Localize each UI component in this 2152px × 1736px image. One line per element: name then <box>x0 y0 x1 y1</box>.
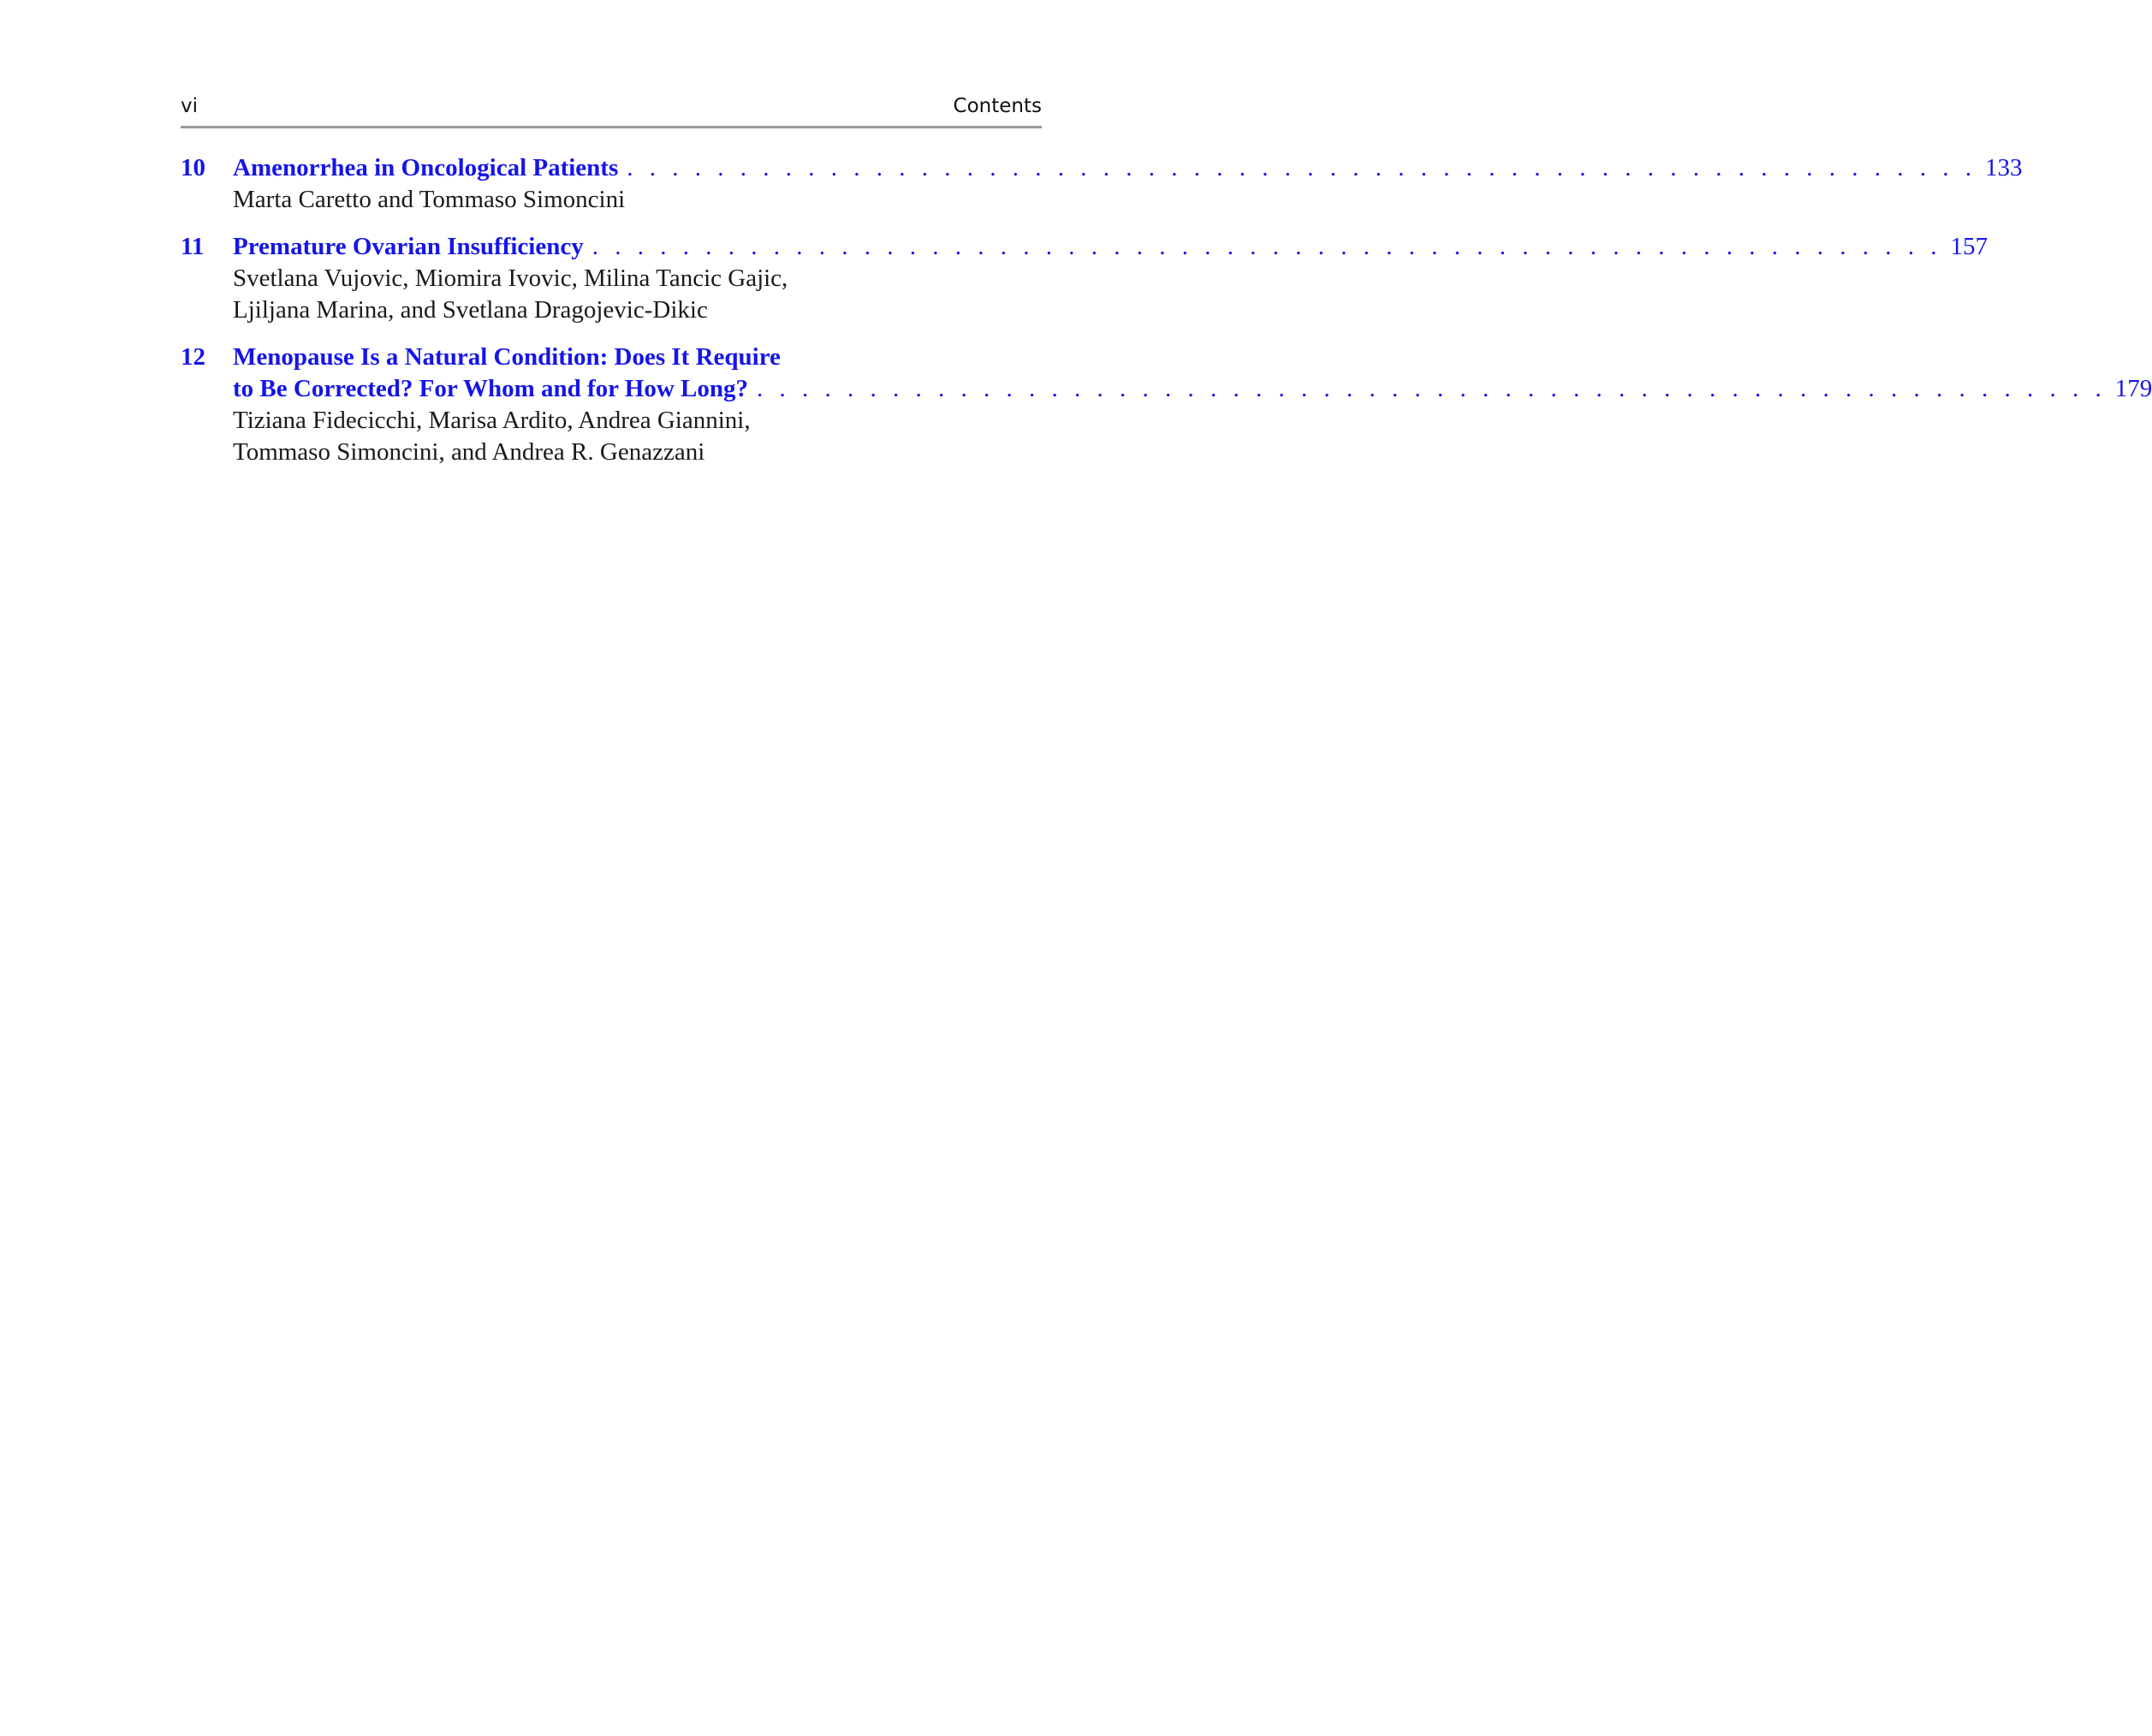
running-head <box>181 91 1042 122</box>
dot-leader: . . . . . . . . . . . . . . . . . . . . . . . . . . . . . . . . . . . . . . . . . . . . . . . . . . . . . . . . . . . . <box>757 375 2107 402</box>
page <box>181 91 2152 484</box>
chapter-title-link[interactable]: Premature Ovarian Insufficiency <box>233 233 584 260</box>
authors-line: Tommaso Simoncini, and Andrea R. Genazzani <box>233 438 705 466</box>
chapter-title-link[interactable]: Menopause Is a Natural Condition: Does It Require <box>233 343 781 371</box>
title-line <box>233 152 2023 184</box>
toc-entry-12[interactable] <box>181 342 2152 468</box>
toc-entry-11[interactable] <box>181 231 1988 326</box>
page-number-link[interactable]: 133 <box>1985 154 2023 181</box>
title-line <box>233 231 1988 263</box>
authors-line: Svetlana Vujovic, Miomira Ivovic, Milina Tancic Gajic, <box>233 265 788 292</box>
entry-body <box>233 231 1988 326</box>
entry-body <box>233 342 2152 468</box>
page-number-link[interactable]: 179 <box>2114 375 2152 402</box>
chapter-number: 10 <box>181 154 205 181</box>
section-title: Contents <box>953 95 1042 117</box>
title-line <box>233 373 2152 405</box>
chapter-number: 11 <box>181 233 205 260</box>
authors-line: Marta Caretto and Tommaso Simoncini <box>233 186 626 213</box>
chapter-title-link[interactable]: to Be Corrected? For Whom and for How Long? <box>233 375 748 402</box>
table-of-contents <box>181 152 2152 468</box>
authors-line: Tiziana Fidecicchi, Marisa Ardito, Andrea Giannini, <box>233 407 751 434</box>
page-number: vi <box>181 95 199 117</box>
toc-entry-10[interactable] <box>181 152 2023 216</box>
page-number-link[interactable]: 157 <box>1950 233 1988 260</box>
entry-body <box>233 152 2023 216</box>
chapter-number: 12 <box>181 343 205 371</box>
chapter-title-link[interactable]: Amenorrhea in Oncological Patients <box>233 154 619 181</box>
authors-line: Ljiljana Marina, and Svetlana Dragojevic-Dikic <box>233 296 708 324</box>
dot-leader: . . . . . . . . . . . . . . . . . . . . . . . . . . . . . . . . . . . . . . . . . . . . . . . . . . . . . . . . . . . . <box>627 154 1977 181</box>
dot-leader: . . . . . . . . . . . . . . . . . . . . . . . . . . . . . . . . . . . . . . . . . . . . . . . . . . . . . . . . . . . . <box>592 233 1942 260</box>
header-rule <box>181 126 1042 128</box>
